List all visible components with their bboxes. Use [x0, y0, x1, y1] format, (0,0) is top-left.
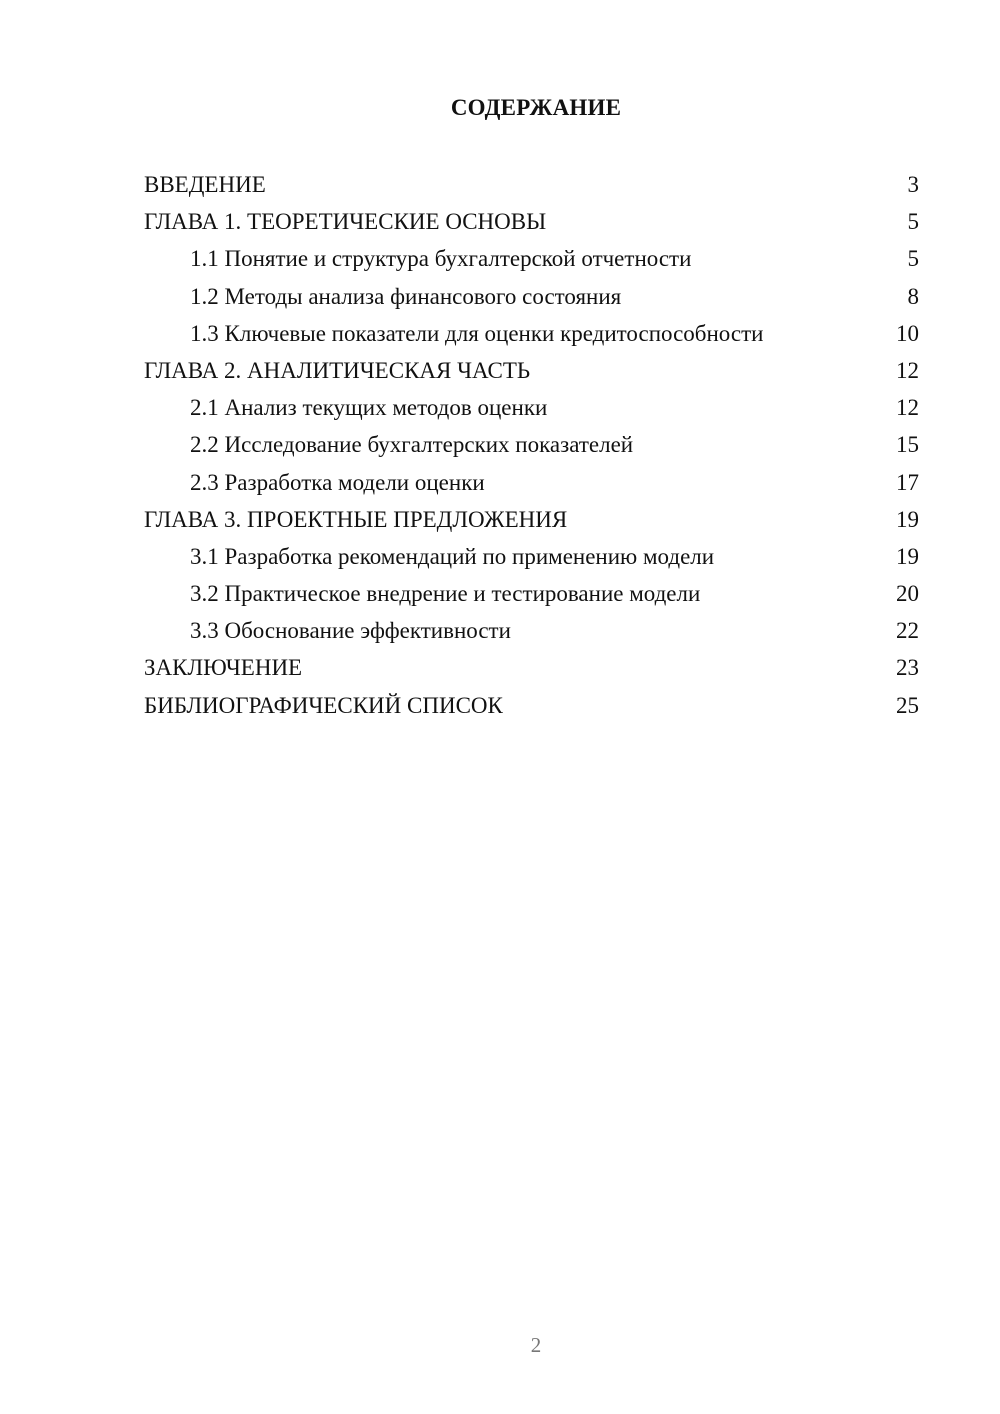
toc-item-label: ЗАКЛЮЧЕНИЕ	[144, 655, 303, 681]
toc-item-page: 17	[896, 469, 919, 495]
toc-item[interactable]	[144, 352, 919, 389]
toc-item-label: 3.1 Разработка рекомендаций по применению модели	[190, 543, 715, 569]
toc-item[interactable]	[144, 240, 919, 277]
toc-item-label: 2.3 Разработка модели оценки	[190, 469, 485, 495]
toc-item-label: ГЛАВА 1. ТЕОРЕТИЧЕСКИЕ ОСНОВЫ	[144, 209, 547, 235]
toc-item[interactable]	[144, 501, 919, 538]
toc-item[interactable]	[144, 612, 919, 649]
toc-item-label: 3.2 Практическое внедрение и тестирование модели	[190, 581, 701, 607]
toc-item-label: ВВЕДЕНИЕ	[144, 172, 266, 197]
table-of-contents	[144, 166, 919, 724]
toc-item-page: 12	[896, 357, 919, 383]
toc-item-page: 23	[896, 655, 919, 681]
toc-item-label: ГЛАВА 2. АНАЛИТИЧЕСКАЯ ЧАСТЬ	[144, 357, 531, 383]
toc-item-page: 20	[896, 581, 919, 607]
toc-item-page: 8	[907, 283, 919, 309]
toc-item-label: 1.2 Методы анализа финансового состояния	[190, 283, 622, 309]
toc-item-label: 1.3 Ключевые показатели для оценки кредитоспособности	[190, 320, 764, 346]
page-number: 2	[530, 1333, 542, 1357]
toc-item-label: ГЛАВА 3. ПРОЕКТНЫЕ ПРЕДЛОЖЕНИЯ	[144, 506, 568, 532]
toc-item-page: 19	[896, 543, 919, 569]
toc-item[interactable]	[144, 687, 919, 724]
toc-item-page: 5	[907, 209, 919, 235]
page-title: СОДЕРЖАНИЕ	[450, 95, 622, 120]
toc-item[interactable]	[144, 278, 919, 315]
toc-item-page: 15	[896, 432, 919, 458]
toc-item-label: 1.1 Понятие и структура бухгалтерской отчетности	[190, 246, 692, 272]
toc-item-page: 10	[896, 320, 919, 346]
toc-item[interactable]	[144, 464, 919, 501]
toc-item-page: 22	[896, 618, 919, 644]
toc-item[interactable]	[144, 426, 919, 463]
toc-item-label: 3.3 Обоснование эффективности	[190, 618, 511, 644]
toc-item[interactable]	[144, 538, 919, 575]
toc-item[interactable]	[144, 575, 919, 612]
toc-item[interactable]	[144, 649, 919, 686]
toc-item-page: 12	[896, 395, 919, 421]
toc-item-label: 2.2 Исследование бухгалтерских показателей	[190, 432, 634, 458]
toc-item[interactable]	[144, 166, 919, 203]
toc-item[interactable]	[144, 389, 919, 426]
toc-item[interactable]	[144, 315, 919, 352]
toc-item-page: 19	[896, 506, 919, 532]
toc-item-label: БИБЛИОГРАФИЧЕСКИЙ СПИСОК	[144, 692, 503, 718]
toc-item[interactable]	[144, 203, 919, 240]
toc-item-label: 2.1 Анализ текущих методов оценки	[190, 395, 548, 421]
toc-item-page: 5	[907, 246, 919, 272]
toc-item-page: 25	[896, 692, 919, 718]
toc-item-page: 3	[907, 172, 919, 197]
